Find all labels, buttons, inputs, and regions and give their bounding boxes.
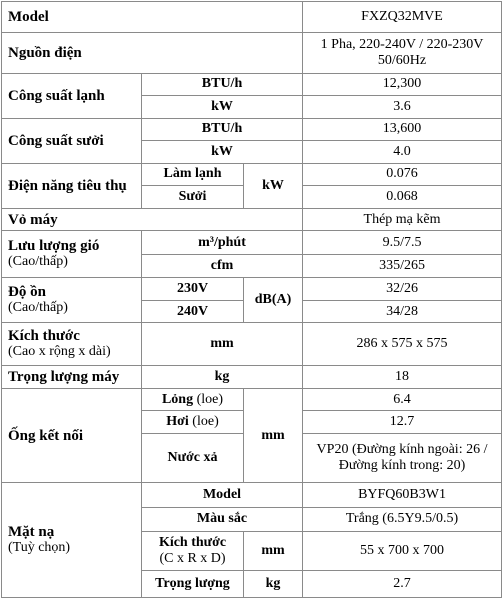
panel-dim-label: Kích thước: [158, 535, 227, 551]
model-value: FXZQ32MVE: [303, 2, 502, 33]
noise-unit: dB(A): [244, 278, 303, 323]
consumption-mode-cool: Làm lạnh: [142, 163, 244, 186]
row-dimensions: [2, 323, 502, 366]
noise-voltage-230: 230V: [142, 278, 244, 301]
noise-value-240: 34/28: [303, 300, 502, 323]
panel-weight-unit: kg: [244, 571, 303, 598]
row-piping-liquid: [2, 388, 502, 411]
panel-dim-unit: mm: [244, 532, 303, 571]
panel-label-cell: [2, 483, 142, 598]
panel-model-value: BYFQ60B3W1: [303, 483, 502, 508]
piping-label: Ống kết nối: [2, 388, 142, 482]
row-model: [2, 2, 502, 33]
noise-sublabel: (Cao/thấp): [8, 300, 68, 316]
airflow-value-m3: 9.5/7.5: [303, 231, 502, 255]
row-panel-model: [2, 483, 502, 508]
row-consumption-cool: [2, 163, 502, 186]
airflow-unit-cfm: cfm: [142, 254, 303, 278]
piping-gas-note: (loe): [188, 414, 219, 430]
consumption-unit: kW: [244, 163, 303, 208]
airflow-value-cfm: 335/265: [303, 254, 502, 278]
piping-gas-value: 12.7: [303, 411, 502, 434]
dimensions-value: 286 x 575 x 575: [303, 323, 502, 366]
weight-value: 18: [303, 366, 502, 389]
row-power-supply: [2, 32, 502, 73]
dimensions-unit: mm: [142, 323, 303, 366]
weight-label: Trọng lượng máy: [2, 366, 142, 389]
noise-voltage-240: 240V: [142, 300, 244, 323]
panel-color-label: Màu sắc: [142, 507, 303, 532]
dimensions-label-cell: [2, 323, 142, 366]
cooling-value-kw: 3.6: [303, 96, 502, 119]
dimensions-label: Kích thước: [8, 328, 80, 345]
row-heating-btu: [2, 118, 502, 141]
piping-liquid-label: Lỏng: [161, 391, 194, 407]
panel-weight-label: Trọng lượng: [142, 571, 244, 598]
cooling-value-btu: 12,300: [303, 73, 502, 96]
noise-label: Độ ồn: [8, 284, 46, 301]
cooling-label: Công suất lạnh: [2, 73, 142, 118]
spec-table: [1, 1, 502, 598]
heating-value-btu: 13,600: [303, 118, 502, 141]
casing-label: Vỏ máy: [2, 208, 303, 231]
power-supply-value: 1 Pha, 220-240V / 220-230V 50/60Hz: [303, 32, 502, 73]
heating-value-kw: 4.0: [303, 141, 502, 164]
airflow-label-cell: [2, 231, 142, 278]
cooling-unit-kw: kW: [142, 96, 303, 119]
piping-drain-label: Nước xả: [142, 433, 244, 482]
row-airflow-m3: [2, 231, 502, 255]
row-cooling-btu: [2, 73, 502, 96]
panel-dim-sublabel: (C x R x D): [159, 551, 226, 567]
consumption-mode-heat: Sưởi: [142, 186, 244, 209]
piping-unit: mm: [244, 388, 303, 482]
piping-liquid-note: (loe): [193, 391, 224, 407]
piping-gas-cell: [142, 411, 244, 434]
heating-unit-kw: kW: [142, 141, 303, 164]
row-casing: [2, 208, 502, 231]
heating-unit-btu: BTU/h: [142, 118, 303, 141]
casing-value: Thép mạ kẽm: [303, 208, 502, 231]
heating-label: Công suất sưởi: [2, 118, 142, 163]
panel-weight-value: 2.7: [303, 571, 502, 598]
panel-sublabel: (Tuỳ chọn): [8, 540, 71, 556]
airflow-unit-m3: m³/phút: [142, 231, 303, 255]
dimensions-sublabel: (Cao x rộng x dài): [8, 344, 111, 360]
cooling-unit-btu: BTU/h: [142, 73, 303, 96]
panel-color-value: Trắng (6.5Y9.5/0.5): [303, 507, 502, 532]
panel-model-label: Model: [142, 483, 303, 508]
weight-unit: kg: [142, 366, 303, 389]
noise-label-cell: [2, 278, 142, 323]
panel-dim-label-cell: [142, 532, 244, 571]
panel-dim-value: 55 x 700 x 700: [303, 532, 502, 571]
piping-gas-label: Hơi: [166, 414, 189, 430]
row-noise-230: [2, 278, 502, 301]
consumption-label: Điện năng tiêu thụ: [2, 163, 142, 208]
piping-drain-value: VP20 (Đường kính ngoài: 26 /Đường kính trong: 20): [303, 433, 502, 482]
panel-label: Mặt nạ: [8, 524, 55, 541]
power-supply-label: Nguồn điện: [2, 32, 303, 73]
row-weight: [2, 366, 502, 389]
piping-liquid-value: 6.4: [303, 388, 502, 411]
model-label: Model: [2, 2, 303, 33]
consumption-value-heat: 0.068: [303, 186, 502, 209]
consumption-value-cool: 0.076: [303, 163, 502, 186]
piping-liquid-cell: [142, 388, 244, 411]
airflow-label: Lưu lượng gió: [8, 238, 100, 255]
airflow-sublabel: (Cao/thấp): [8, 254, 68, 270]
noise-value-230: 32/26: [303, 278, 502, 301]
